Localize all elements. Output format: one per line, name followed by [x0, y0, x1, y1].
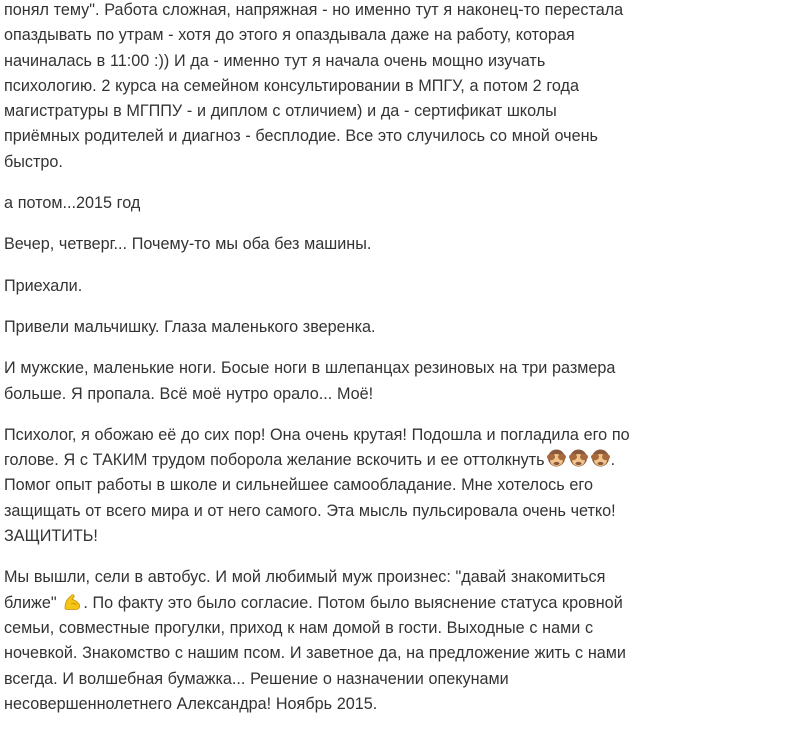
- text-line: понял тему". Работа сложная, напряжная - но именно тут я наконец-то перестала: [4, 1, 624, 19]
- text-line: опаздывать по утрам - хотя до этого я опаздывала даже на работу, которая: [4, 26, 575, 45]
- see-no-evil-monkey-icon: [546, 449, 567, 469]
- text-line: Психолог, я обожаю её до сих пор! Она очень крутая! Подошла и погладила его по: [4, 425, 630, 444]
- text-line: ночевкой. Знакомство с нашим псом. И заветное да, на предложение жить с нами: [4, 644, 626, 663]
- see-no-evil-monkey-icon: [590, 449, 611, 469]
- paragraph-3: [4, 232, 776, 257]
- text-line: быстро.: [4, 152, 63, 171]
- text-line: И мужские, маленькие ноги. Босые ноги в шлепанцах резиновых на три размера: [4, 359, 616, 378]
- text-fragment: ближе": [4, 593, 57, 612]
- paragraph-2: [4, 191, 776, 216]
- text-line: магистратуры в МГППУ - и диплом с отличием) и да - сертификат школы: [4, 102, 557, 121]
- text-fragment: . По факту это было согласие. Потом было выяснение статуса кровной: [83, 593, 623, 612]
- text-line: Приехали.: [4, 276, 83, 295]
- text-line-with-emoji: [4, 591, 776, 616]
- text-line: защищать от всего мира и от него самого. Эта мысль пульсировала очень четко!: [4, 501, 616, 520]
- text-fragment: голове. Я с ТАКИМ трудом поборола желание вскочить и ее оттолкнуть: [4, 451, 545, 470]
- paragraph-7: [4, 423, 776, 549]
- text-line: Привели мальчишку. Глаза маленького зверенка.: [4, 317, 376, 336]
- paragraph-4: [4, 274, 776, 299]
- see-no-evil-monkey-icon: [568, 449, 589, 469]
- text-line: ЗАЩИТИТЬ!: [4, 527, 98, 546]
- text-line: семьи, совместные прогулки, приход к нам домой в гости. Выходные с нами с: [4, 618, 594, 637]
- paragraph-8: [4, 565, 776, 717]
- text-line: несовершеннолетнего Александра! Ноябрь 2015.: [4, 694, 378, 713]
- paragraph-6: [4, 356, 776, 407]
- text-line: психологию. 2 курса на семейном консультировании в МПГУ, а потом 2 года: [4, 76, 580, 95]
- text-line: больше. Я пропала. Всё моё нутро орало... Моё!: [4, 384, 374, 403]
- article-body: [4, 0, 776, 733]
- text-line: приёмных родителей и диагноз - бесплодие. Все это случилось со мной очень: [4, 127, 598, 146]
- text-line-with-emoji: [4, 448, 776, 473]
- text-line: начиналась в 11:00 :)) И да - именно тут я начала очень мощно изучать: [4, 51, 546, 70]
- paragraph-1: [4, 0, 776, 175]
- flexed-biceps-icon: [62, 592, 83, 612]
- paragraph-5: [4, 315, 776, 340]
- text-line: а потом...2015 год: [4, 194, 141, 213]
- text-line: Вечер, четверг... Почему-то мы оба без машины.: [4, 235, 372, 254]
- text-line: Помог опыт работы в школе и сильнейшее самообладание. Мне хотелось его: [4, 476, 593, 495]
- text-fragment: .: [610, 451, 616, 470]
- text-line: Мы вышли, сели в автобус. И мой любимый муж произнес: "давай знакомиться: [4, 568, 606, 587]
- text-line: всегда. И волшебная бумажка... Решение о назначении опекунами: [4, 669, 509, 688]
